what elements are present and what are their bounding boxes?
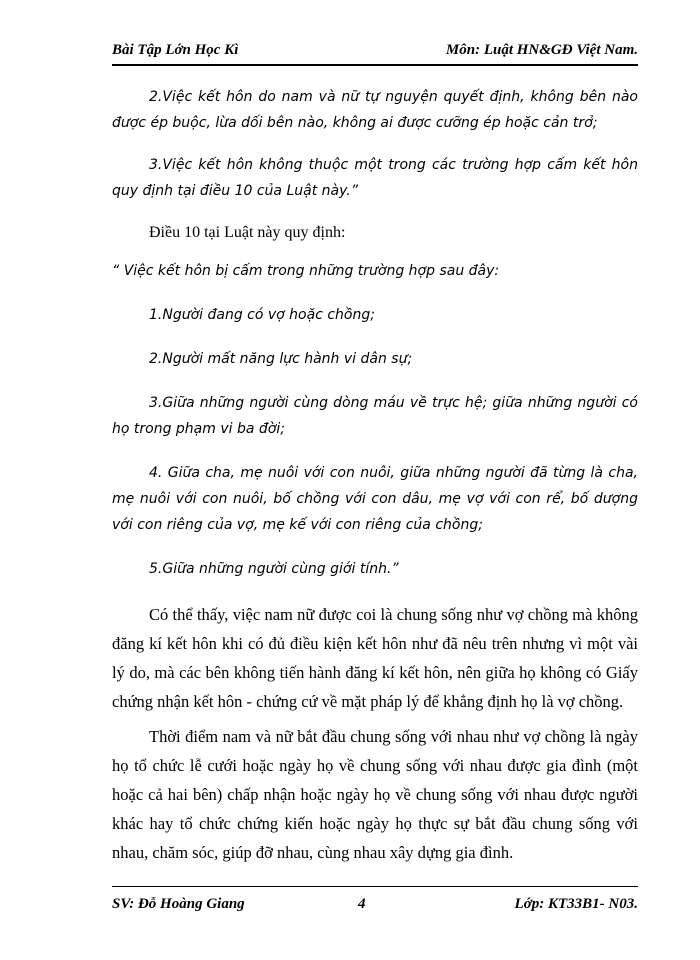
page-number: 4 <box>358 896 366 912</box>
header-rule <box>112 64 638 66</box>
paragraph-cohabitation-start: Thời điểm nam và nữ bắt đầu chung sống với nhau như vợ chồng là ngày họ tổ chức lễ cưới hoặc ngày họ về chung sống với nhau được gia đình (một hoặc cả hai bên) chấp nhận hoặc ngày họ về chung sống với nhau được người khác hay tổ chức chứng kiến hoặc ngày họ thực sự bắt đầu chung sống với nhau, chăm sóc, giúp đỡ nhau, cùng nhau xây dựng gia đình. <box>112 727 638 862</box>
page-footer <box>112 894 638 916</box>
footer-class: Lớp: KT33B1- N03. <box>514 896 638 912</box>
paragraph-item-4: 4. Giữa cha, mẹ nuôi với con nuôi, giữa những người đã từng là cha, mẹ nuôi với con nuôi, bố chồng với con dâu, mẹ vợ với con rể, bố dượng với con riêng của vợ, mẹ kế với con riêng của chồng; <box>112 465 638 533</box>
footer-rule <box>112 886 638 887</box>
page-header <box>112 40 638 62</box>
page-body <box>112 84 638 867</box>
header-left: Bài Tập Lớn Học Kì <box>112 42 239 58</box>
paragraph-clause-2: 2.Việc kết hôn do nam và nữ tự nguyện quyết định, không bên nào được ép buộc, lừa dối bên nào, không ai được cưỡng ép hoặc cản trở; <box>112 89 638 131</box>
paragraph-analysis: Có thể thấy, việc nam nữ được coi là chung sống như vợ chồng mà không đăng kí kết hôn khi có đủ điều kiện kết hôn như đã nêu trên nhưng vì một vài lý do, mà các bên không tiến hành đăng kí kết hôn, nên giữa họ không có Giấy chứng nhận kết hôn - chứng cứ về mặt pháp lý để khẳng định họ là vợ chồng. <box>112 605 638 711</box>
paragraph-clause-3: 3.Việc kết hôn không thuộc một trong các trường hợp cấm kết hôn quy định tại điều 10 của Luật này.” <box>112 157 638 199</box>
paragraph-article-10-intro: Điều 10 tại Luật này quy định: <box>149 224 346 241</box>
paragraph-item-1: 1.Người đang có vợ hoặc chồng; <box>149 307 375 323</box>
paragraph-item-2: 2.Người mất năng lực hành vi dân sự; <box>149 351 413 367</box>
paragraph-quote-start: “ Việc kết hôn bị cấm trong những trường hợp sau đây: <box>112 263 500 279</box>
header-right: Môn: Luật HN&GĐ Việt Nam. <box>445 42 638 58</box>
paragraph-item-3: 3.Giữa những người cùng dòng máu về trực hệ; giữa những người có họ trong phạm vi ba đời; <box>112 395 638 437</box>
footer-student: SV: Đỗ Hoàng Giang <box>112 896 245 912</box>
paragraph-item-5: 5.Giữa những người cùng giới tính.” <box>149 561 399 577</box>
